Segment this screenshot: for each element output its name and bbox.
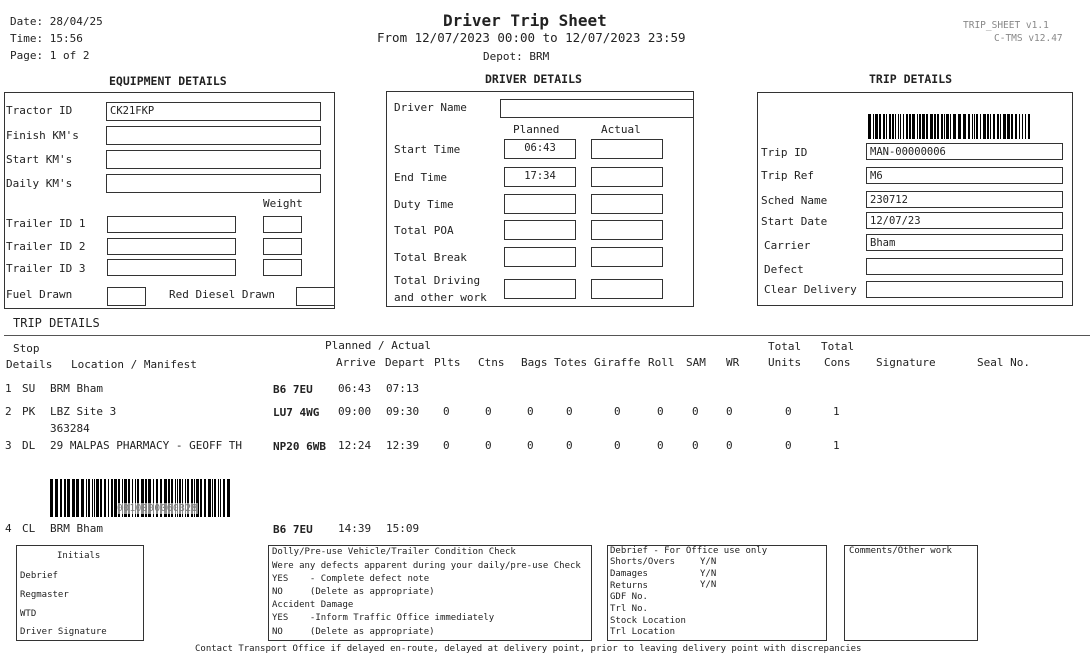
col-units: Units xyxy=(768,356,802,369)
driving-planned-field[interactable] xyxy=(504,279,576,299)
barcode-bar xyxy=(900,114,901,139)
start-km-label: Start KM's xyxy=(6,153,73,166)
barcode-bar xyxy=(993,114,995,139)
barcode-bar xyxy=(104,479,106,517)
trailer2-weight-field[interactable] xyxy=(263,238,302,255)
stop-number: 2 xyxy=(5,405,12,418)
tractor-id-field[interactable]: CK21FKP xyxy=(106,102,321,121)
defect-label: Defect xyxy=(764,263,804,276)
barcode-bar xyxy=(76,479,79,517)
barcode-bar xyxy=(1025,114,1026,139)
stop-roll: 0 xyxy=(657,439,664,452)
barcode-bar xyxy=(94,479,95,517)
barcode-bar xyxy=(926,114,928,139)
col-seal: Seal No. xyxy=(977,356,1030,369)
barcode-bar xyxy=(990,114,991,139)
barcode-bar xyxy=(1015,114,1017,139)
barcode-bar xyxy=(223,479,225,517)
barcode-bar xyxy=(937,114,939,139)
stop-sam: 0 xyxy=(692,405,699,418)
barcode-bar xyxy=(1007,114,1010,139)
barcode-bar xyxy=(879,114,881,139)
col-details: Details xyxy=(6,358,53,371)
barcode-bar xyxy=(892,114,894,139)
stop-postcode: NP20 6WB xyxy=(273,440,326,453)
col-plts: Plts xyxy=(434,356,461,369)
barcode-bar xyxy=(941,114,943,139)
tractor-label: Tractor ID xyxy=(6,104,73,117)
depot: Depot: BRM xyxy=(483,50,550,63)
driver-name-field[interactable] xyxy=(500,99,694,118)
end-time-label: End Time xyxy=(394,171,447,184)
carrier-field[interactable]: Bham xyxy=(866,234,1063,251)
barcode-bar xyxy=(208,479,211,517)
col-bags: Bags xyxy=(521,356,548,369)
barcode-bar xyxy=(67,479,70,517)
stop-wr: 0 xyxy=(726,439,733,452)
clear-delivery-label: Clear Delivery xyxy=(764,283,857,296)
stop-location: BRM Bham xyxy=(50,382,103,395)
carrier-label: Carrier xyxy=(764,239,811,252)
print-date: Date: 28/04/25 xyxy=(10,15,103,28)
stop-ctns: 0 xyxy=(485,405,492,418)
form-code: TRIP_SHEET v1.1 xyxy=(963,20,1049,31)
office-title: Debrief - For Office use only xyxy=(610,546,768,556)
duty-actual-field[interactable] xyxy=(591,194,663,214)
stop-giraffe: 0 xyxy=(614,405,621,418)
fuel-label: Fuel Drawn xyxy=(6,288,73,301)
trip-barcode xyxy=(868,114,1030,139)
break-actual-field[interactable] xyxy=(591,247,663,267)
trip-id-field[interactable]: MAN-00000006 xyxy=(866,143,1063,160)
start-actual-field[interactable] xyxy=(591,139,663,159)
stop-totes: 0 xyxy=(566,405,573,418)
duty-planned-field[interactable] xyxy=(504,194,576,214)
col-location: Location / Manifest xyxy=(71,358,197,371)
trailer2-label: Trailer ID 2 xyxy=(6,240,86,253)
stop-depart: 15:09 xyxy=(386,522,420,535)
col-wr: WR xyxy=(726,356,740,369)
barcode-bar xyxy=(1028,114,1030,139)
col-arrive: Arrive xyxy=(336,356,376,369)
office-line-yn: Y/N xyxy=(700,580,717,590)
barcode-bar xyxy=(934,114,936,139)
barcode-bar xyxy=(873,114,874,139)
page-number: Page: 1 of 2 xyxy=(10,49,90,62)
red-diesel-label: Red Diesel Drawn xyxy=(169,288,275,301)
stop-roll: 0 xyxy=(657,405,664,418)
barcode-bar xyxy=(922,114,925,139)
office-line-yn: Y/N xyxy=(700,569,717,579)
sched-name-label: Sched Name xyxy=(761,194,828,207)
stop-barcode-text: 0010000060328 xyxy=(117,503,198,514)
actual-label: Actual xyxy=(601,123,641,136)
trailer2-field[interactable] xyxy=(107,238,236,255)
total-break-label: Total Break xyxy=(394,251,467,264)
barcode-bar xyxy=(200,479,202,517)
stop-arrive: 12:24 xyxy=(338,439,372,452)
barcode-bar xyxy=(60,479,62,517)
barcode-bar xyxy=(883,114,885,139)
col-planned-actual: Planned / Actual xyxy=(325,339,431,352)
total-driving-label: Total Driving xyxy=(394,274,481,287)
check-line: Were any defects apparent during your daily/pre-use Check xyxy=(272,561,581,571)
trailer3-weight-field[interactable] xyxy=(263,259,302,276)
system-version: C-TMS v12.47 xyxy=(994,33,1063,44)
barcode-bar xyxy=(958,114,961,139)
trip-details-section-title: TRIP DETAILS xyxy=(13,316,100,330)
trailer1-field[interactable] xyxy=(107,216,236,233)
barcode-bar xyxy=(108,479,109,517)
barcode-bar xyxy=(903,114,904,139)
start-km-field[interactable] xyxy=(106,150,321,169)
regmaster-label: Regmaster xyxy=(20,590,69,600)
barcode-bar xyxy=(214,479,216,517)
start-date-field[interactable]: 12/07/23 xyxy=(866,212,1063,229)
stop-units: 0 xyxy=(785,439,792,452)
trailer3-label: Trailer ID 3 xyxy=(6,262,86,275)
trip-details-title: TRIP DETAILS xyxy=(869,72,953,86)
finish-km-field[interactable] xyxy=(106,126,321,145)
barcode-bar xyxy=(997,114,999,139)
barcode-bar xyxy=(946,114,949,139)
trailer1-label: Trailer ID 1 xyxy=(6,217,86,230)
barcode-bar xyxy=(212,479,213,517)
col-sam: SAM xyxy=(686,356,706,369)
col-total-cons-1: Total xyxy=(821,340,855,353)
stop-ctns: 0 xyxy=(485,439,492,452)
stop-type: SU xyxy=(22,382,36,395)
barcode-bar xyxy=(886,114,887,139)
col-total-units-1: Total xyxy=(768,340,802,353)
barcode-bar xyxy=(919,114,921,139)
office-line-label: Trl No. xyxy=(610,604,648,614)
barcode-bar xyxy=(976,114,978,139)
break-planned-field[interactable] xyxy=(504,247,576,267)
page-title: Driver Trip Sheet xyxy=(443,11,607,30)
barcode-bar xyxy=(55,479,58,517)
trailer1-weight-field[interactable] xyxy=(263,216,302,233)
initials-title: Initials xyxy=(57,551,101,561)
trip-ref-label: Trip Ref xyxy=(761,169,814,182)
barcode-bar xyxy=(218,479,219,517)
barcode-bar xyxy=(950,114,951,139)
start-time-label: Start Time xyxy=(394,143,461,156)
barcode-bar xyxy=(92,479,93,517)
barcode-bar xyxy=(1003,114,1006,139)
stop-postcode: LU7 4WG xyxy=(273,406,320,419)
barcode-bar xyxy=(1011,114,1013,139)
col-ctns: Ctns xyxy=(478,356,505,369)
barcode-bar xyxy=(875,114,878,139)
barcode-bar xyxy=(72,479,75,517)
stop-depart: 09:30 xyxy=(386,405,420,418)
barcode-bar xyxy=(909,114,911,139)
stop-wr: 0 xyxy=(726,405,733,418)
stop-plts: 0 xyxy=(443,439,450,452)
stop-cons: 1 xyxy=(833,439,840,452)
stop-location: 29 MALPAS PHARMACY - GEOFF TH xyxy=(50,439,243,452)
trip-ref-field[interactable]: M6 xyxy=(866,167,1063,184)
stop-manifest: 363284 xyxy=(50,422,90,435)
barcode-bar xyxy=(1022,114,1023,139)
poa-planned-field[interactable] xyxy=(504,220,576,240)
barcode-bar xyxy=(983,114,986,139)
stop-plts: 0 xyxy=(443,405,450,418)
stop-bags: 0 xyxy=(527,405,534,418)
barcode-bar xyxy=(1019,114,1020,139)
barcode-bar xyxy=(1000,114,1001,139)
stop-number: 1 xyxy=(5,382,12,395)
barcode-bar xyxy=(944,114,945,139)
total-poa-label: Total POA xyxy=(394,224,454,237)
col-stop: Stop xyxy=(13,342,40,355)
barcode-bar xyxy=(81,479,84,517)
check-line: Dolly/Pre-use Vehicle/Trailer Condition Check xyxy=(272,547,516,557)
barcode-bar xyxy=(987,114,989,139)
stop-location: BRM Bham xyxy=(50,522,103,535)
comments-box xyxy=(844,545,978,641)
barcode-bar xyxy=(64,479,66,517)
barcode-bar xyxy=(50,479,53,517)
stop-depart: 07:13 xyxy=(386,382,420,395)
stop-postcode: B6 7EU xyxy=(273,523,313,536)
barcode-bar xyxy=(906,114,908,139)
check-line: YES - Complete defect note xyxy=(272,574,430,584)
trailer3-field[interactable] xyxy=(107,259,236,276)
col-depart: Depart xyxy=(385,356,425,369)
stop-number: 4 xyxy=(5,522,12,535)
driver-title: DRIVER DETAILS xyxy=(485,72,582,86)
equipment-title: EQUIPMENT DETAILS xyxy=(109,74,227,88)
check-line: NO (Delete as appropriate) xyxy=(272,587,435,597)
stop-arrive: 14:39 xyxy=(338,522,372,535)
barcode-bar xyxy=(972,114,973,139)
office-line-label: Damages xyxy=(610,569,648,579)
office-line-yn: Y/N xyxy=(700,557,717,567)
barcode-bar xyxy=(204,479,206,517)
barcode-bar xyxy=(88,479,90,517)
poa-actual-field[interactable] xyxy=(591,220,663,240)
barcode-bar xyxy=(980,114,981,139)
trip-id-label: Trip ID xyxy=(761,146,808,159)
stop-arrive: 06:43 xyxy=(338,382,372,395)
barcode-bar xyxy=(963,114,966,139)
barcode-bar xyxy=(917,114,918,139)
defect-field[interactable] xyxy=(866,258,1063,275)
footer-note: Contact Transport Office if delayed en-route, delayed at delivery point, prior to leaving delivery point with discrepancies xyxy=(195,644,862,654)
driver-signature-label: Driver Signature xyxy=(20,627,107,637)
col-giraffe: Giraffe xyxy=(594,356,641,369)
barcode-bar xyxy=(111,479,113,517)
office-line-label: Shorts/Overs xyxy=(610,557,676,567)
barcode-bar xyxy=(930,114,933,139)
office-line-label: Trl Location xyxy=(610,627,676,637)
stop-sam: 0 xyxy=(692,439,699,452)
col-totes: Totes xyxy=(554,356,588,369)
check-line: Accident Damage xyxy=(272,600,354,610)
stop-depart: 12:39 xyxy=(386,439,420,452)
office-line-label: Stock Location xyxy=(610,616,686,626)
stop-giraffe: 0 xyxy=(614,439,621,452)
finish-km-label: Finish KM's xyxy=(6,129,79,142)
fuel-field[interactable] xyxy=(107,287,146,306)
duty-time-label: Duty Time xyxy=(394,198,454,211)
col-cons: Cons xyxy=(824,356,851,369)
stop-postcode: B6 7EU xyxy=(273,383,313,396)
stop-type: DL xyxy=(22,439,36,452)
stop-type: PK xyxy=(22,405,36,418)
end-planned-field[interactable]: 17:34 xyxy=(504,167,576,187)
barcode-bar xyxy=(220,479,221,517)
stop-number: 3 xyxy=(5,439,12,452)
debrief-label: Debrief xyxy=(20,571,58,581)
table-top-rule xyxy=(4,335,1090,336)
date-range: From 12/07/2023 00:00 to 12/07/2023 23:59 xyxy=(377,30,686,45)
barcode-bar xyxy=(974,114,975,139)
check-line: YES -Inform Traffic Office immediately xyxy=(272,613,495,623)
stop-units: 0 xyxy=(785,405,792,418)
daily-km-label: Daily KM's xyxy=(6,177,73,190)
barcode-bar xyxy=(86,479,87,517)
clear-delivery-field[interactable] xyxy=(866,281,1063,298)
col-signature: Signature xyxy=(876,356,936,369)
barcode-bar xyxy=(953,114,956,139)
office-line-label: GDF No. xyxy=(610,592,648,602)
stop-bags: 0 xyxy=(527,439,534,452)
barcode-bar xyxy=(227,479,230,517)
print-time: Time: 15:56 xyxy=(10,32,83,45)
comments-title: Comments/Other work xyxy=(849,546,952,556)
barcode-bar xyxy=(889,114,891,139)
start-planned-field[interactable]: 06:43 xyxy=(504,139,576,159)
sched-name-field[interactable]: 230712 xyxy=(866,191,1063,208)
barcode-bar xyxy=(895,114,896,139)
check-line: NO (Delete as appropriate) xyxy=(272,627,435,637)
daily-km-field[interactable] xyxy=(106,174,321,193)
stop-type: CL xyxy=(22,522,36,535)
stop-totes: 0 xyxy=(566,439,573,452)
other-work-label: and other work xyxy=(394,291,487,304)
driver-name-label: Driver Name xyxy=(394,101,467,114)
stop-arrive: 09:00 xyxy=(338,405,372,418)
red-diesel-field[interactable] xyxy=(296,287,335,306)
barcode-bar xyxy=(912,114,915,139)
barcode-bar xyxy=(96,479,99,517)
driving-actual-field[interactable] xyxy=(591,279,663,299)
stop-location: LBZ Site 3 xyxy=(50,405,117,418)
planned-label: Planned xyxy=(513,123,560,136)
barcode-bar xyxy=(968,114,970,139)
barcode-bar xyxy=(100,479,102,517)
barcode-bar xyxy=(898,114,899,139)
stop-cons: 1 xyxy=(833,405,840,418)
end-actual-field[interactable] xyxy=(591,167,663,187)
barcode-bar xyxy=(868,114,871,139)
weight-label: Weight xyxy=(263,197,303,210)
col-roll: Roll xyxy=(648,356,675,369)
wtd-label: WTD xyxy=(20,609,37,619)
office-line-label: Returns xyxy=(610,581,648,591)
start-date-label: Start Date xyxy=(761,215,828,228)
